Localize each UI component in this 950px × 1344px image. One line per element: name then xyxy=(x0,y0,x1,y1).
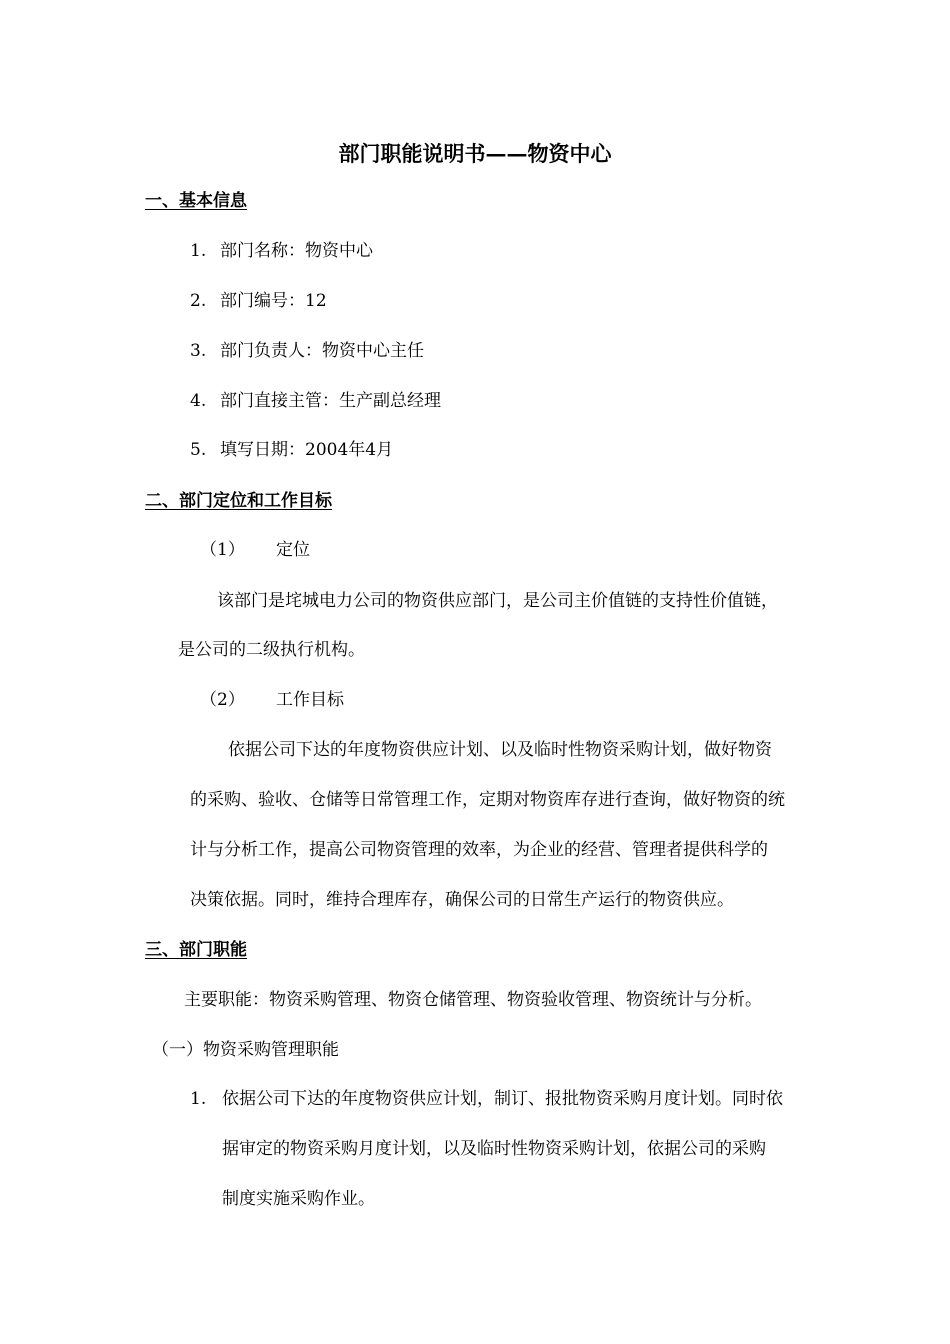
list-item-text: 部门直接主管：生产副总经理 xyxy=(220,391,441,411)
paragraph-line: 依据公司下达的年度物资供应计划，制订、报批物资采购月度计划。同时依 xyxy=(222,1089,783,1109)
subsection-label: 定位 xyxy=(276,540,310,560)
list-item-text: 填写日期：2004年4月 xyxy=(220,440,394,460)
list-item-text: 部门编号：12 xyxy=(220,291,327,311)
list-item xyxy=(190,438,393,462)
subsection-number: （2） xyxy=(200,690,245,710)
paragraph-line: 的采购、验收、仓储等日常管理工作，定期对物资库存进行查询，做好物资的统 xyxy=(190,790,785,810)
section-heading-basic-info: 一、基本信息 xyxy=(145,191,247,211)
list-item-number: 1. xyxy=(190,241,207,261)
paragraph-line: 决策依据。同时，维持合理库存，确保公司的日常生产运行的物资供应。 xyxy=(190,890,734,910)
subsection-work-goals xyxy=(200,688,344,712)
subsection-positioning xyxy=(200,538,310,562)
paragraph-line: 是公司的二级执行机构。 xyxy=(178,640,365,660)
list-item-number: 5. xyxy=(190,440,207,460)
paragraph-line: 据审定的物资采购月度计划，以及临时性物资采购计划，依据公司的采购 xyxy=(222,1139,766,1159)
list-item-number: 3. xyxy=(190,341,207,361)
list-item-number: 4. xyxy=(190,391,207,411)
list-item xyxy=(190,289,327,313)
section-heading-positioning: 二、部门定位和工作目标 xyxy=(145,491,332,511)
list-item-text: 部门负责人：物资中心主任 xyxy=(220,341,424,361)
list-item-number: 2. xyxy=(190,291,207,311)
section-heading-functions: 三、部门职能 xyxy=(145,940,247,960)
list-item-number: 1. xyxy=(190,1089,207,1109)
paragraph-line: 该部门是垞城电力公司的物资供应部门，是公司主价值链的支持性价值链， xyxy=(217,591,778,611)
subsection-number: （1） xyxy=(200,540,245,560)
paragraph-line: 依据公司下达的年度物资供应计划、以及临时性物资采购计划，做好物资 xyxy=(228,740,772,760)
subsection-procurement: （一）物资采购管理职能 xyxy=(152,1040,339,1060)
paragraph-line: 制度实施采购作业。 xyxy=(222,1189,375,1209)
subsection-label: 工作目标 xyxy=(276,690,344,710)
main-functions-text: 主要职能：物资采购管理、物资仓储管理、物资验收管理、物资统计与分析。 xyxy=(184,990,762,1010)
document-title: 部门职能说明书——物资中心 xyxy=(338,141,612,166)
list-item-text: 部门名称：物资中心 xyxy=(220,241,373,261)
list-item xyxy=(190,389,441,413)
list-item xyxy=(190,339,424,363)
list-item xyxy=(190,239,373,263)
paragraph-line: 计与分析工作，提高公司物资管理的效率，为企业的经营、管理者提供科学的 xyxy=(190,840,768,860)
